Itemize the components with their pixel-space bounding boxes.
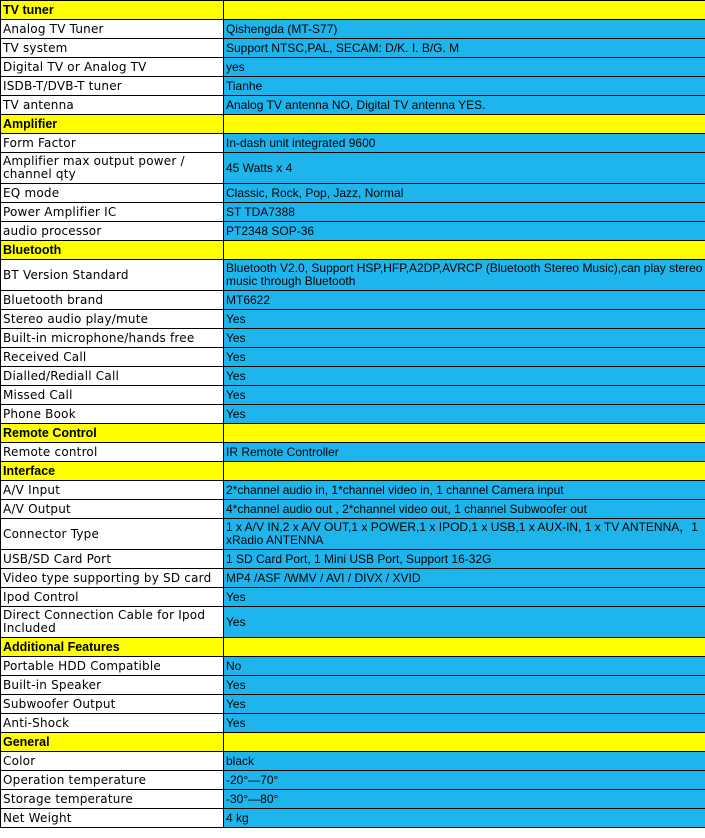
table-row (1, 771, 705, 790)
spec-value: 2*channel audio in, 1*channel video in, 1 channel Camera input (224, 481, 705, 500)
section-title-filler (224, 1, 705, 20)
spec-value: In-dash unit integrated 9600 (224, 134, 705, 153)
spec-label: A/V Input (1, 481, 224, 500)
section-title: Amplifier (1, 115, 224, 134)
section-header-row (1, 424, 705, 443)
spec-value: PT2348 SOP-36 (224, 222, 705, 241)
spec-value: yes (224, 58, 705, 77)
table-row (1, 519, 705, 550)
spec-value: MP4 /ASF /WMV / AVI / DIVX / XVID (224, 569, 705, 588)
spec-value: Yes (224, 367, 705, 386)
spec-value: Yes (224, 714, 705, 733)
spec-label: EQ mode (1, 184, 224, 203)
spec-value: Yes (224, 386, 705, 405)
spec-label: Digital TV or Analog TV (1, 58, 224, 77)
spec-value: Classic, Rock, Pop, Jazz, Normal (224, 184, 705, 203)
table-row (1, 405, 705, 424)
table-row (1, 676, 705, 695)
spec-label: TV antenna (1, 96, 224, 115)
table-row (1, 77, 705, 96)
spec-value: Yes (224, 676, 705, 695)
spec-label: Power Amplifier IC (1, 203, 224, 222)
spec-label: Stereo audio play/mute (1, 310, 224, 329)
table-row (1, 329, 705, 348)
spec-label: Connector Type (1, 519, 224, 550)
section-title-filler (224, 462, 705, 481)
section-title-filler (224, 115, 705, 134)
spec-label: Net Weight (1, 809, 224, 828)
table-row (1, 367, 705, 386)
spec-label: Color (1, 752, 224, 771)
spec-label: ISDB-T/DVB-T tuner (1, 77, 224, 96)
spec-label: Amplifier max output power / channel qty (1, 153, 224, 184)
spec-value: -30°—80° (224, 790, 705, 809)
spec-value: Yes (224, 695, 705, 714)
spec-value: Yes (224, 310, 705, 329)
spec-label: Operation temperature (1, 771, 224, 790)
spec-value: Bluetooth V2.0, Support HSP,HFP,A2DP,AVRCP (Bluetooth Stereo Music),can play stereo music through Bluetooth (224, 260, 705, 291)
spec-label: Built-in microphone/hands free (1, 329, 224, 348)
table-row (1, 203, 705, 222)
spec-label: audio processor (1, 222, 224, 241)
spec-label: Anti-Shock (1, 714, 224, 733)
spec-label: BT Version Standard (1, 260, 224, 291)
table-row (1, 39, 705, 58)
section-title: Additional Features (1, 638, 224, 657)
table-row (1, 588, 705, 607)
spec-label: USB/SD Card Port (1, 550, 224, 569)
table-row (1, 809, 705, 828)
spec-value: Qishengda (MT-S77) (224, 20, 705, 39)
table-row (1, 752, 705, 771)
spec-value: Yes (224, 348, 705, 367)
spec-value: Tianhe (224, 77, 705, 96)
table-row (1, 386, 705, 405)
table-row (1, 260, 705, 291)
table-row (1, 291, 705, 310)
spec-value: black (224, 752, 705, 771)
spec-label: Video type supporting by SD card (1, 569, 224, 588)
spec-label: Portable HDD Compatible (1, 657, 224, 676)
table-row (1, 96, 705, 115)
spec-value: Yes (224, 588, 705, 607)
table-row (1, 184, 705, 203)
spec-value: 1 SD Card Port, 1 Mini USB Port, Support 16-32G (224, 550, 705, 569)
spec-value: Yes (224, 607, 705, 638)
spec-label: Remote control (1, 443, 224, 462)
section-title: General (1, 733, 224, 752)
table-row (1, 20, 705, 39)
spec-value: No (224, 657, 705, 676)
table-row (1, 500, 705, 519)
spec-value: Support NTSC,PAL, SECAM: D/K. I. B/G. M (224, 39, 705, 58)
table-row (1, 222, 705, 241)
section-title-filler (224, 638, 705, 657)
table-row (1, 695, 705, 714)
spec-label: Subwoofer Output (1, 695, 224, 714)
section-title-filler (224, 241, 705, 260)
section-title: Bluetooth (1, 241, 224, 260)
section-title: TV tuner (1, 1, 224, 20)
spec-value: ST TDA7388 (224, 203, 705, 222)
spec-value: -20°—70° (224, 771, 705, 790)
table-row (1, 134, 705, 153)
spec-label: Missed Call (1, 386, 224, 405)
spec-label: Built-in Speaker (1, 676, 224, 695)
table-row (1, 790, 705, 809)
table-row (1, 569, 705, 588)
spec-value: Analog TV antenna NO, Digital TV antenna YES. (224, 96, 705, 115)
section-header-row (1, 115, 705, 134)
table-row (1, 714, 705, 733)
table-row (1, 481, 705, 500)
table-row (1, 657, 705, 676)
table-row (1, 310, 705, 329)
spec-label: Dialled/Rediall Call (1, 367, 224, 386)
table-row (1, 443, 705, 462)
section-title-filler (224, 733, 705, 752)
spec-table-body (1, 1, 705, 828)
spec-label: Analog TV Tuner (1, 20, 224, 39)
spec-value: 1 x A/V IN,2 x A/V OUT,1 x POWER,1 x IPOD,1 x USB,1 x AUX-IN, 1 x TV ANTENNA，1 xRadio ANTENNA (224, 519, 705, 550)
spec-value: 4 kg (224, 809, 705, 828)
spec-label: TV system (1, 39, 224, 58)
spec-label: Phone Book (1, 405, 224, 424)
section-header-row (1, 1, 705, 20)
spec-label: Received Call (1, 348, 224, 367)
table-row (1, 348, 705, 367)
spec-label: Ipod Control (1, 588, 224, 607)
spec-value: IR Remote Controller (224, 443, 705, 462)
section-header-row (1, 241, 705, 260)
section-title: Interface (1, 462, 224, 481)
spec-value: MT6622 (224, 291, 705, 310)
spec-label: A/V Output (1, 500, 224, 519)
spec-value: 45 Watts x 4 (224, 153, 705, 184)
spec-value: 4*channel audio out , 2*channel video out, 1 channel Subwoofer out (224, 500, 705, 519)
spec-label: Bluetooth brand (1, 291, 224, 310)
section-header-row (1, 733, 705, 752)
spec-label: Form Factor (1, 134, 224, 153)
section-title-filler (224, 424, 705, 443)
section-header-row (1, 462, 705, 481)
spec-value: Yes (224, 405, 705, 424)
table-row (1, 58, 705, 77)
section-title: Remote Control (1, 424, 224, 443)
spec-label: Direct Connection Cable for Ipod Included (1, 607, 224, 638)
section-header-row (1, 638, 705, 657)
table-row (1, 550, 705, 569)
table-row (1, 153, 705, 184)
table-row (1, 607, 705, 638)
spec-value: Yes (224, 329, 705, 348)
spec-label: Storage temperature (1, 790, 224, 809)
